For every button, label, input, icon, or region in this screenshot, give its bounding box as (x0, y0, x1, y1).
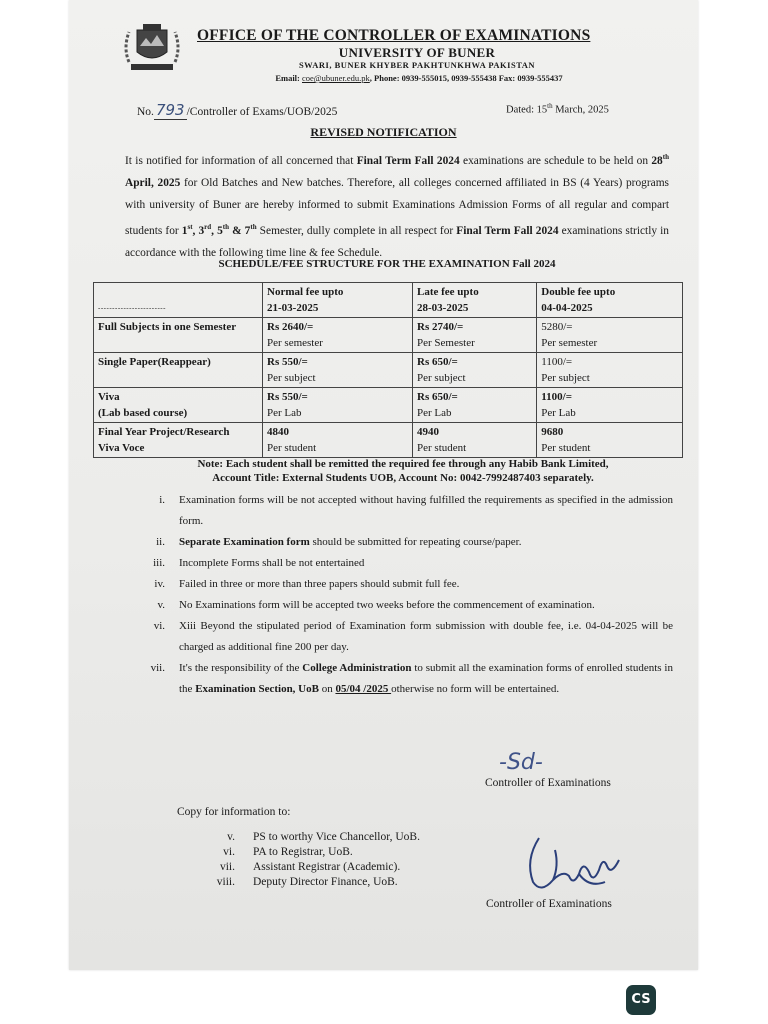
dated-sup: th (547, 102, 553, 110)
fee-cell: 4840 Per student (263, 423, 413, 458)
list-item: viii. Deputy Director Finance, UoB. (216, 876, 398, 888)
handwritten-number: 793 (155, 101, 185, 119)
intro-paragraph: It is notified for information of all concerned that Final Term Fall 2024 examinations are schedule to be held on 28th April, 2025 for Old Batches and New batches. Therefore, all colleges concerned affiliated in BS (4 Years) programs with university of Buner are hereby informed to submit Examinations Admission Forms of all regular and compart students for 1st, 3rd, 5th & 7th Semester, dully complete in all respect for Final Term Fall 2024 examinations strictly in accordance with the following time line & fee Schedule. (125, 153, 670, 259)
list-item: vii. Assistant Registrar (Academic). (219, 861, 401, 873)
phone-fax: , Phone: 0939-555015, 0939-555438 Fax: 0939-555437 (369, 73, 563, 83)
fee-cell: Rs 650/= Per subject (413, 353, 537, 388)
list-item: vi. PA to Registrar, UoB. (223, 846, 353, 858)
list-item: i. Examination forms will be not accepted without having fulfilled the requirements as specified in the admission form. (159, 494, 673, 527)
fee-note: Note: Each student shall be remitted the required fee through any Habib Bank Limited, Account Title: External Students UOB, Account No: 0042-7992487403 separately. (197, 458, 609, 484)
document-page (69, 0, 698, 970)
fee-cell: 1100/= Per subject (537, 353, 683, 388)
row-head: Viva (Lab based course) (94, 388, 263, 423)
rules-list (137, 490, 673, 700)
office-title: OFFICE OF THE CONTROLLER OF EXAMINATIONS (197, 27, 591, 44)
ref-prefix: No. (137, 106, 154, 118)
dated-rest: March, 2025 (552, 104, 609, 116)
row-head: Final Year Project/Research Viva Voce (94, 423, 263, 458)
university-address: SWARI, BUNER KHYBER PAKHTUNKHWA PAKISTAN (298, 60, 536, 70)
university-name: UNIVERSITY OF BUNER (338, 45, 496, 60)
col-double: Double fee upto 04-04-2025 (537, 283, 683, 318)
notification-title: REVISED NOTIFICATION (310, 125, 457, 139)
list-item: v. No Examinations form will be accepted two weeks before the commencement of examination. (157, 599, 595, 611)
ref-suffix: /Controller of Exams/UOB/2025 (186, 106, 338, 118)
dated-day: 15 (536, 104, 548, 116)
col-late: Late fee upto 28-03-2025 (413, 283, 537, 318)
handwritten-signature (519, 830, 629, 900)
sd-signature-mark: -Sd- (499, 750, 543, 775)
fee-cell: 4940 Per student (413, 423, 537, 458)
fee-table-header-row (94, 283, 683, 318)
fee-cell: Rs 2640/= Per semester (263, 318, 413, 353)
fee-table (93, 282, 683, 458)
list-item: ii. Separate Examination form should be submitted for repeating course/paper. (156, 536, 522, 548)
email-label: Email: (275, 73, 300, 83)
reference-number (137, 101, 337, 119)
row-head: Full Subjects in one Semester (94, 318, 263, 353)
fee-cell: 5280/= Per semester (537, 318, 683, 353)
list-item: v. PS to worthy Vice Chancellor, UoB. (227, 831, 420, 843)
contact-line (169, 73, 669, 83)
schedule-title: SCHEDULE/FEE STRUCTURE FOR THE EXAMINATION Fall 2024 (218, 258, 556, 270)
list-item: iv. Failed in three or more than three papers should submit full fee. (154, 578, 460, 590)
corner-cell: ------------------------ (94, 283, 263, 318)
controller-designation-copy: Controller of Examinations (486, 898, 612, 910)
list-item: vi. Xiii Beyond the stipulated period of Examination form submission with double fee, i.e. 04-04-2025 will be charged as additional fine 200 per day. (153, 620, 673, 653)
table-row (94, 353, 683, 388)
email-link[interactable]: coe@ubuner.edu.pk (302, 73, 370, 83)
table-row (94, 388, 683, 423)
date-line (506, 102, 609, 116)
fee-cell: Rs 2740/= Per Semester (413, 318, 537, 353)
list-item: vii. It's the responsibility of the College Administration to submit all the examination forms of enrolled students in the Examination Section, UoB on 05/04 /2025 otherwise no form will be entertained. (150, 662, 673, 695)
dated-label: Dated: (506, 104, 534, 116)
fee-cell: Rs 650/= Per Lab (413, 388, 537, 423)
copy-heading: Copy for information to: (177, 806, 291, 818)
table-row (94, 318, 683, 353)
col-normal: Normal fee upto 21-03-2025 (263, 283, 413, 318)
list-item: iii. Incomplete Forms shall be not entertained (153, 557, 365, 569)
fee-cell: 1100/= Per Lab (537, 388, 683, 423)
row-head: Single Paper(Reappear) (94, 353, 263, 388)
fee-cell: Rs 550/= Per subject (263, 353, 413, 388)
copy-list (211, 830, 420, 890)
fee-cell: Rs 550/= Per Lab (263, 388, 413, 423)
table-row (94, 423, 683, 458)
controller-designation: Controller of Examinations (485, 777, 611, 789)
university-logo (121, 22, 183, 74)
camscanner-logo-icon: CS (626, 985, 656, 1015)
fee-cell: 9680 Per student (537, 423, 683, 458)
